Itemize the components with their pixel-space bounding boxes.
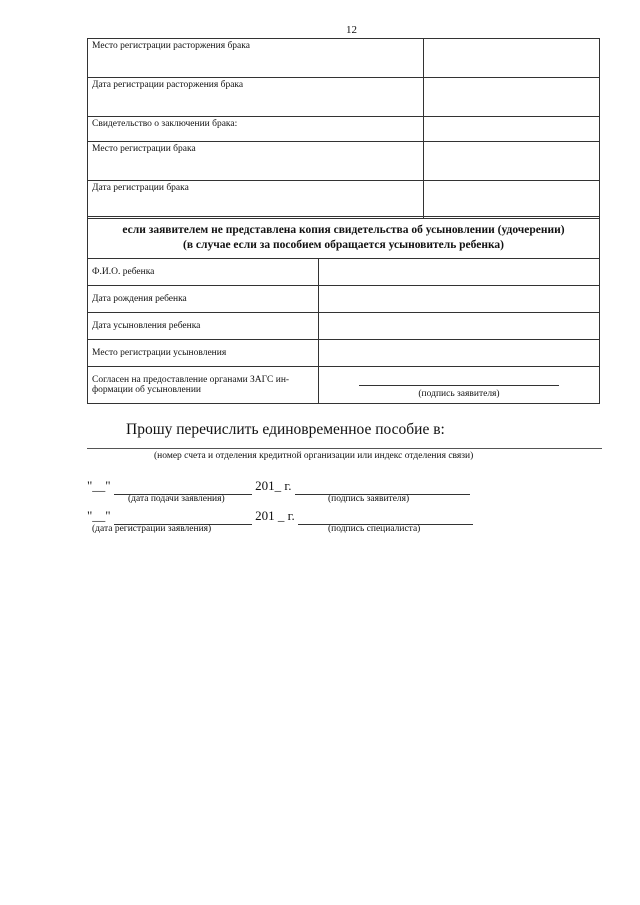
row-label: Дата рождения ребенка bbox=[88, 286, 319, 313]
applicant-signature-caption: (подпись заявителя) bbox=[328, 494, 410, 504]
year-prefix: 201 _ г. bbox=[255, 508, 295, 523]
day-quote: "__" bbox=[87, 508, 111, 523]
account-caption: (номер счета и отделения кредитной организации или индекс отделения связи) bbox=[154, 451, 474, 461]
header-line-2: (в случае если за пособием обращается усыновитель ребенка) bbox=[182, 238, 505, 251]
row-value-cell[interactable] bbox=[319, 340, 600, 367]
table-row bbox=[88, 286, 600, 313]
row-label: Место регистрации расторжения брака bbox=[88, 39, 424, 78]
row-value-cell[interactable] bbox=[424, 142, 600, 181]
registration-date-line bbox=[87, 508, 473, 525]
header-line-1: если заявителем не представлена копия свидетельства об усыновлении (удочерении) bbox=[122, 223, 565, 236]
table-row bbox=[88, 259, 600, 286]
day-quote: "__" bbox=[87, 478, 111, 493]
table-row bbox=[88, 367, 600, 404]
consent-label: Согласен на предоставление органами ЗАГС ин-формации об усыновлении bbox=[88, 367, 319, 404]
table-row bbox=[88, 313, 600, 340]
year-prefix: 201_ г. bbox=[255, 478, 292, 493]
table-row bbox=[88, 78, 600, 117]
specialist-signature-caption: (подпись специалиста) bbox=[328, 524, 421, 534]
specialist-signature-field[interactable] bbox=[298, 508, 473, 525]
marriage-info-table bbox=[87, 38, 600, 219]
signature-caption: (подпись заявителя) bbox=[359, 385, 559, 399]
row-label: Место регистрации брака bbox=[88, 142, 424, 181]
applicant-signature-field[interactable] bbox=[295, 478, 470, 495]
registration-date-caption: (дата регистрации заявления) bbox=[92, 524, 212, 534]
row-label: Свидетельство о заключении брака: bbox=[88, 117, 424, 142]
application-date-field[interactable] bbox=[114, 478, 252, 495]
account-number-field[interactable] bbox=[87, 448, 602, 449]
table-row bbox=[88, 39, 600, 78]
row-label: Дата регистрации брака bbox=[88, 181, 424, 219]
page-number: 12 bbox=[346, 24, 357, 36]
table-row bbox=[88, 117, 600, 142]
table-row bbox=[88, 181, 600, 219]
row-label: Дата усыновления ребенка bbox=[88, 313, 319, 340]
row-value-cell[interactable] bbox=[424, 78, 600, 117]
row-label: Ф.И.О. ребенка bbox=[88, 259, 319, 286]
registration-date-field[interactable] bbox=[114, 508, 252, 525]
consent-signature-cell[interactable] bbox=[319, 367, 600, 404]
table-row bbox=[88, 340, 600, 367]
row-value-cell[interactable] bbox=[319, 313, 600, 340]
application-date-line bbox=[87, 478, 470, 495]
adoption-info-table bbox=[87, 216, 600, 404]
table-row bbox=[88, 142, 600, 181]
adoption-section-header bbox=[88, 217, 600, 259]
table-header-row bbox=[88, 217, 600, 259]
row-value-cell[interactable] bbox=[424, 181, 600, 219]
payment-request-text: Прошу перечислить единовременное пособие в: bbox=[126, 421, 445, 438]
application-date-caption: (дата подачи заявления) bbox=[128, 494, 225, 504]
row-value-cell[interactable] bbox=[424, 39, 600, 78]
row-label: Место регистрации усыновления bbox=[88, 340, 319, 367]
row-value-cell[interactable] bbox=[319, 259, 600, 286]
row-label: Дата регистрации расторжения брака bbox=[88, 78, 424, 117]
row-value-cell[interactable] bbox=[319, 286, 600, 313]
row-value-cell[interactable] bbox=[424, 117, 600, 142]
